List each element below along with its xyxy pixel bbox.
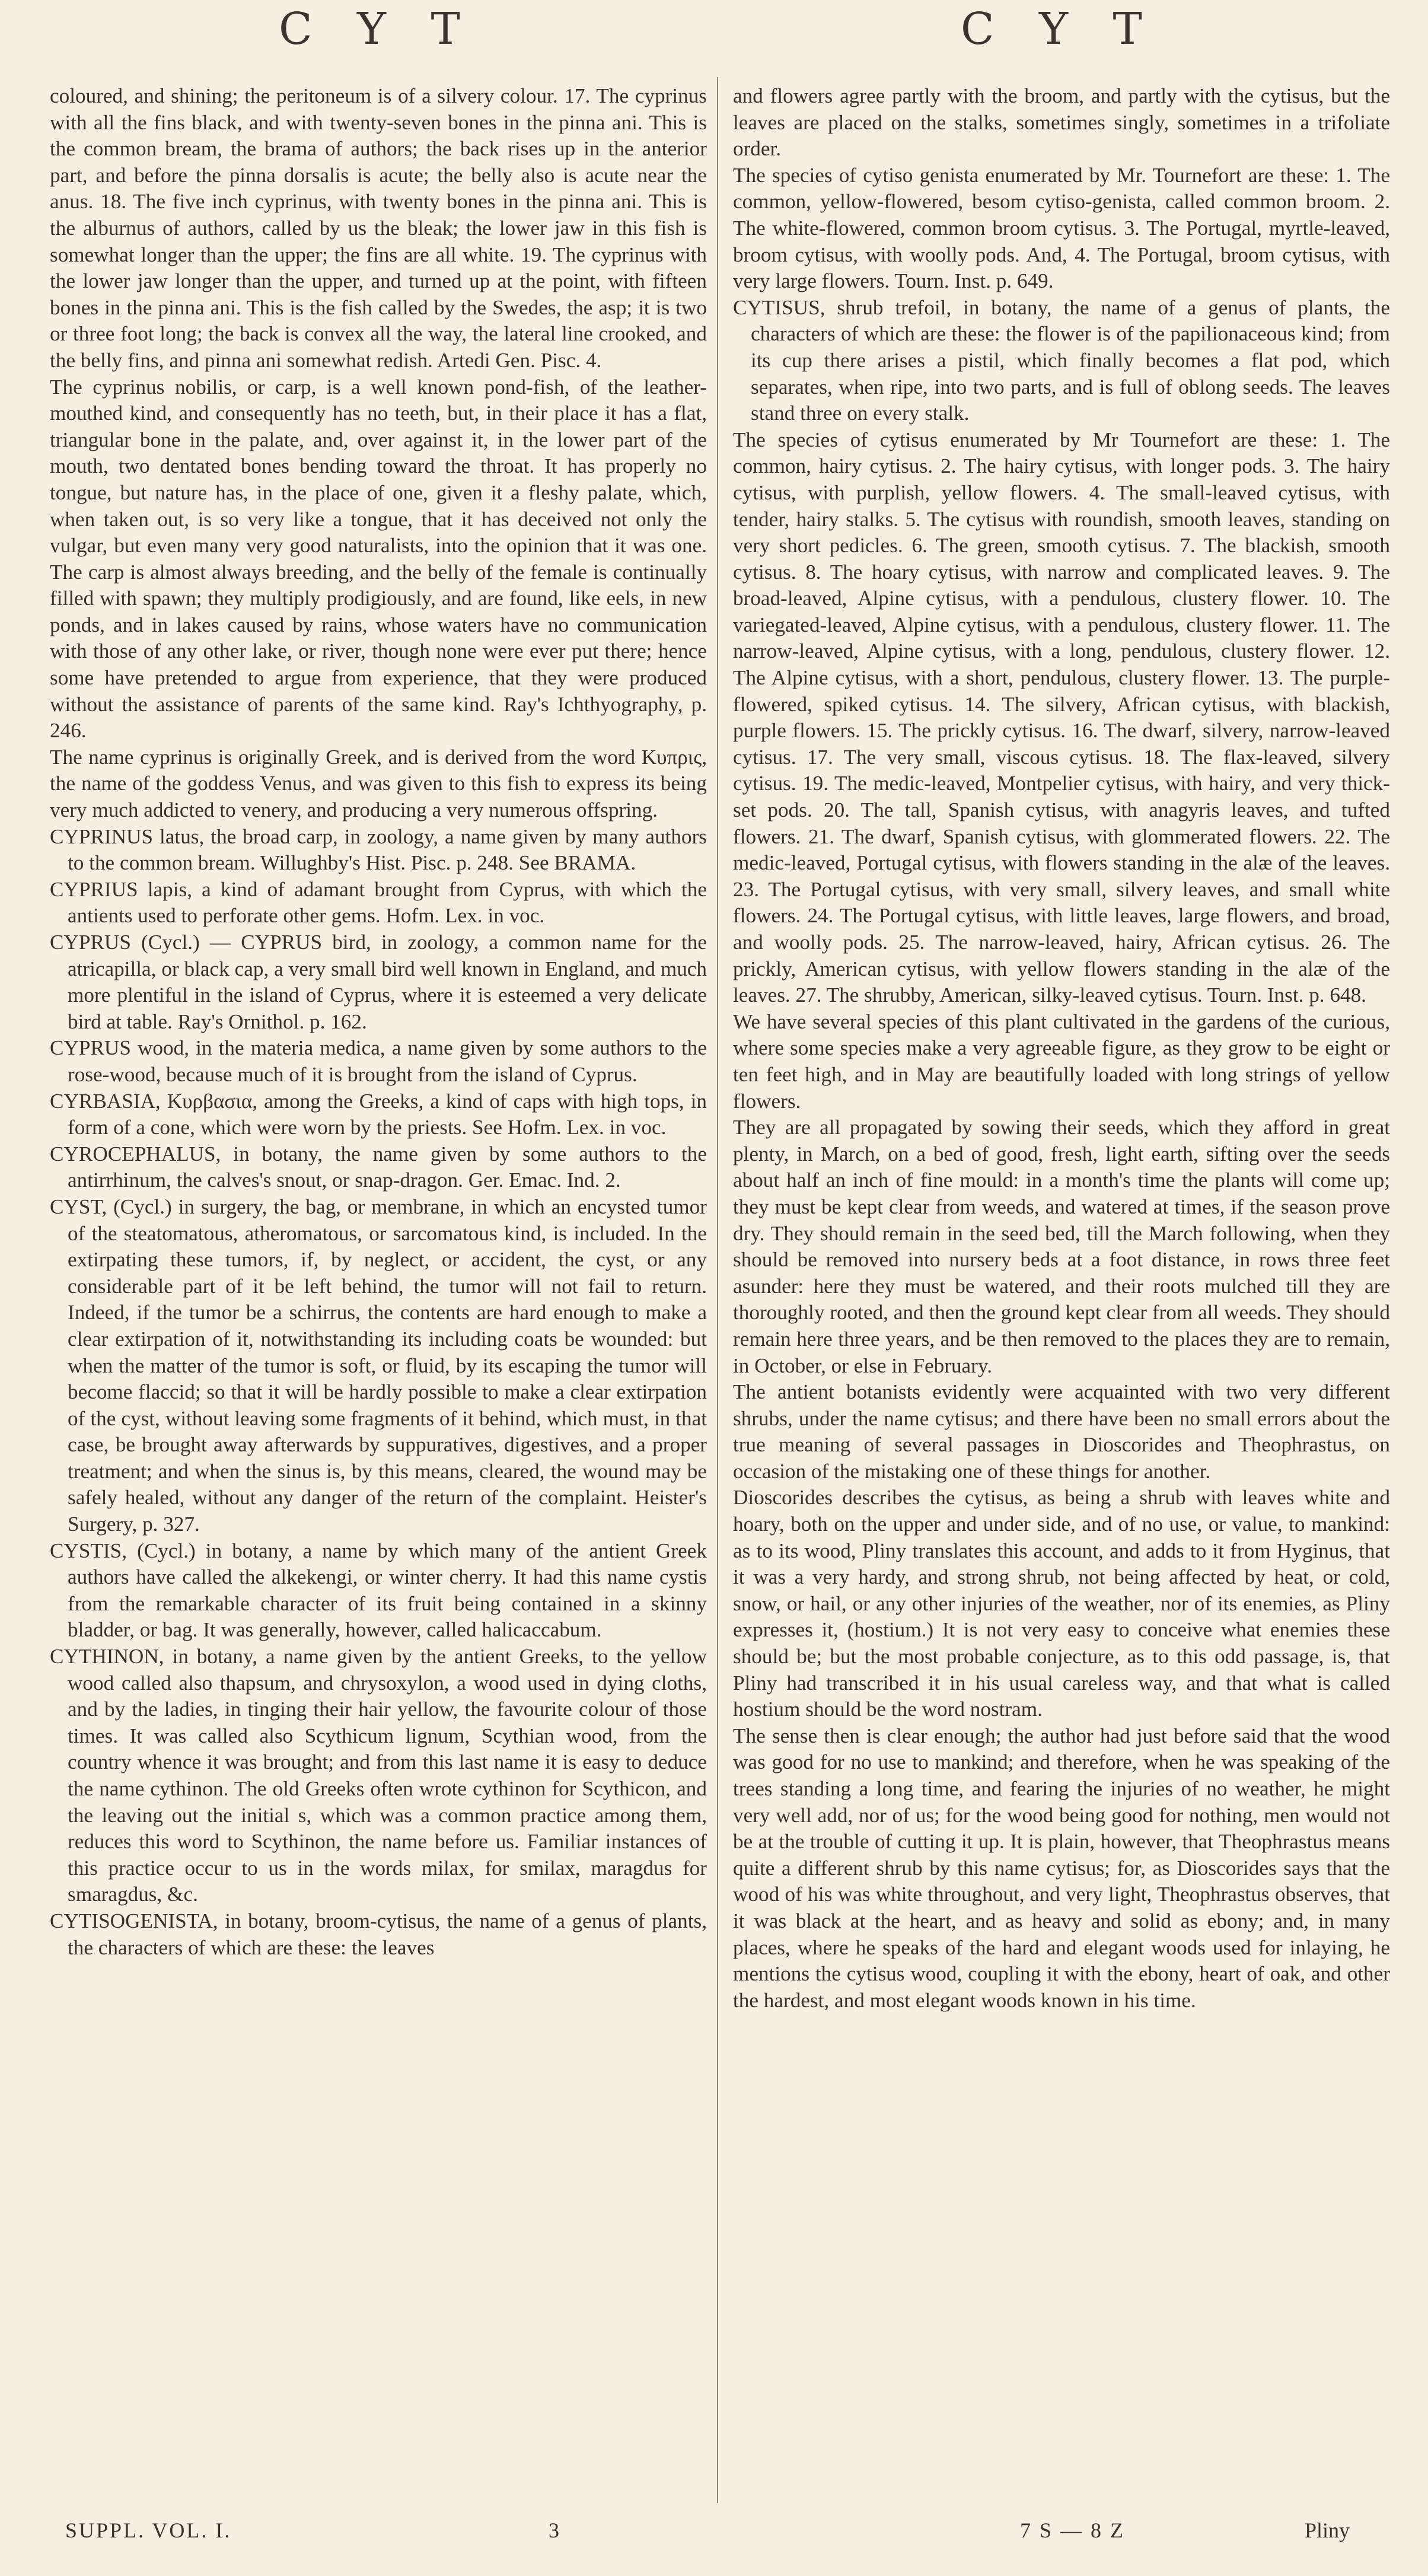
entry-cyprus: CYPRUS (Cycl.) — CYPRUS bird, in zoology, a common name for the atricapilla, or black cap, a very small bird well known in England, and much more plentiful in the island of Cyprus, where it is esteemed a very delicate bird at table. Ray's Ornithol. p. 162. — [50, 931, 707, 1033]
paragraph: coloured, and shining; the peritoneum is of a silvery colour. 17. The cyprinus with all the fins black, and with twenty-seven bones in the pinna ani. This is the common bream, the brama of authors; the back rises up in the anterior part, and before the pinna dorsalis is acute; the belly also is acute near the anus. 18. The five inch cyprinus, with twenty bones in the pinna ani. This is the alburnus of authors, called by us the bleak; the lower jaw in this fish is somewhat longer than the upper; the fins are all white. 19. The cyprinus with the lower jaw longer than the upper, and turned up at the point, with fifteen bones in the pinna ani. This is the fish called by the Swedes, the asp; it is two or three foot long; the back is convex all the way, the lateral line crooked, and the belly fins, and pinna ani somewhat redish. Artedi Gen. Pisc. 4. — [50, 84, 707, 372]
entry-cythinon: CYTHINON, in botany, a name given by the antient Greeks, to the yellow wood called also thapsum, and chrysoxylon, a wood used in dying cloths, and by the ladies, in tinging their hair yellow, the favourite colour of those times. It was called also Scythicum lignum, Scythian wood, from the country whence it was brought; and from this last name it is easy to deduce the name cythinon. The old Greeks often wrote cythinon for Scythicon, and the leaving out the initial s, which was a common practice among them, reduces this word to Scythinon, the name before us. Familiar instances of this practice occur to us in the words milax, for smilax, maragdus for smaragdus, &c. — [50, 1645, 707, 1906]
paragraph: The cyprinus nobilis, or carp, is a well known pond-fish, of the leather-mouthed kind, and consequently has no teeth, but, in their place it has a flat, triangular bone in the palate, and, over against it, in the lower part of the mouth, two dentated bones bending toward the throat. It has properly no tongue, but nature has, in the place of one, given it a fleshy palate, which, when taken out, is so very like a tongue, that it has deceived not only the vulgar, but even many very good naturalists, into the opinion that it was one. The carp is almost always breeding, and the belly of the female is continually filled with spawn; they multiply prodigiously, and are found, like eels, in new ponds, and in lakes caused by rains, whose waters have no communication with those of any other lake, or river, though none were ever put there; hence some have pretended to argue from experience, that they were produced without the assistance of parents of the same kind. Ray's Ichthyography, p. 246. — [50, 375, 707, 743]
paragraph: The sense then is clear enough; the author had just before said that the wood was good for no use to mankind; and therefore, when he was speaking of the trees standing a long time, and fearing the injuries of no weather, he might very well add, nor of us; for the wood being good for nothing, men would not be at the trouble of cutting it up. It is plain, however, that Theophrastus means quite a different shrub by this name cytisus; for, as Dioscorides says that the wood of his was white throughout, and very light, Theophrastus observes, that it was black at the heart, and as heavy and solid as ebony; and, in many places, where he speaks of the hard and elegant woods used for inlaying, he mentions the cytisus wood, coupling it with the ebony, heart of oak, and other the hardest, and most elegant woods known in his time. — [733, 1724, 1390, 2012]
volume-label: SUPPL. VOL. I. — [65, 2518, 232, 2542]
entry-cyprus-wood: CYPRUS wood, in the materia medica, a name given by some authors to the rose-wood, because much of it is brought from the island of Cyprus. — [50, 1036, 707, 1086]
entry-cyprinus-latus: CYPRINUS latus, the broad carp, in zoology, a name given by many authors to the common bream. Willughby's Hist. Pisc. p. 248. See BRAMA. — [50, 824, 707, 875]
column-divider — [717, 77, 718, 2503]
entry-cystis: CYSTIS, (Cycl.) in botany, a name by which many of the antient Greek authors have called the alkekengi, or winter cherry. It had this name cystis from the remarkable character of its fruit being contained in a skinny bladder, or bag. It was generally, however, called halicaccabum. — [50, 1539, 707, 1642]
entry-cyrocephalus: CYROCEPHALUS, in botany, the name given by some authors to the antirrhinum, the calves's snout, or snap-dragon. Ger. Emac. Ind. 2. — [50, 1142, 707, 1192]
signature-mark: 7 S — 8 Z — [1020, 2518, 1126, 2542]
entry-cytisogenista: CYTISOGENISTA, in botany, broom-cytisus, the name of a genus of plants, the characters of which are these: the leaves — [50, 1909, 707, 1959]
left-column — [50, 83, 707, 1961]
paragraph: The name cyprinus is originally Greek, and is derived from the word Κυπρις, the name of the goddess Venus, and was given to this fish to express its being very much addicted to venery, and producing a very numerous offspring. — [50, 745, 707, 822]
entry-cyprius: CYPRIUS lapis, a kind of adamant brought from Cyprus, with which the antients used to perforate other gems. Hofm. Lex. in voc. — [50, 877, 707, 928]
entry-cyst: CYST, (Cycl.) in surgery, the bag, or membrane, in which an encysted tumor of the steatomatous, atheromatous, or sarcomatous kind, is included. In the extirpating these tumors, if, by neglect, or accident, the cyst, or any considerable part of it be left behind, the tumor will not fail to return. Indeed, if the tumor be a schirrus, the contents are hard enough to make a clear extirpation of it, notwithstanding its including coats be wounded: but when the matter of the tumor is soft, or fluid, by its escaping the tumor will become flaccid; so that it will be hardly possible to make a clear extirpation of the cyst, without leaving some fragments of it behind, which must, in that case, be brought away afterwards by suppuratives, digestives, and a proper treatment; and when the sinus is, by this means, cleared, the wound may be safely healed, without any danger of the return of the complaint. Heister's Surgery, p. 327. — [50, 1195, 707, 1536]
paragraph: and flowers agree partly with the broom, and partly with the cytisus, but the leaves are placed on the stalks, sometimes singly, sometimes in a trifoliate order. — [733, 84, 1390, 161]
catchword: Pliny — [1305, 2518, 1350, 2542]
paragraph: The species of cytisus enumerated by Mr Tournefort are these: 1. The common, hairy cytisus. 2. The hairy cytisus, with longer pods. 3. The hairy cytisus, with purplish, yellow flowers. 4. The small-leaved cytisus, with tender, hairy stalks. 5. The cytisus with roundish, smooth leaves, standing on very short pedicles. 6. The green, smooth cytisus. 7. The blackish, smooth cytisus. 8. The hoary cytisus, with narrow and complicated leaves. 9. The broad-leaved, Alpine cytisus, with a pendulous, clustery flower. 10. The variegated-leaved, Alpine cytisus, with a pendulous, clustery flower. 11. The narrow-leaved, Alpine cytisus, with a long, pendulous, clustery flower. 12. The Alpine cytisus, with a short, pendulous, clustery flower. 13. The purple-flowered, spiked cytisus. 14. The silvery, African cytisus, with blackish, purple flowers. 15. The prickly cytisus. 16. The dwarf, silvery, narrow-leaved cytisus. 17. The very small, viscous cytisus. 18. The flax-leaved, silvery cytisus. 19. The medic-leaved, Montpelier cytisus, with hairy, and very thick-set pods. 20. The tall, Spanish cytisus, with anagyris leaves, and tufted flowers. 21. The dwarf, Spanish cytisus, with glommerated flowers. 22. The medic-leaved, Portugal cytisus, with flowers standing in the alæ of the leaves. 23. The Portugal cytisus, with very small, silvery leaves, and small white flowers. 24. The Portugal cytisus, with little leaves, large flowers, and broad, and woolly pods. 25. The narrow-leaved, hairy, African cytisus. 26. The prickly, American cytisus, with yellow flowers standing in the alæ of the leaves. 27. The shrubby, American, silky-leaved cytisus. Tourn. Inst. p. 648. — [733, 428, 1390, 1007]
page-mark: 3 — [549, 2518, 561, 2542]
running-head-left: C Y T — [279, 4, 476, 55]
paragraph: We have several species of this plant cultivated in the gardens of the curious, where some species make a very agreeable figure, as they grow to be eight or ten feet high, and in May are beautifully loaded with long strings of yellow flowers. — [733, 1010, 1390, 1113]
entry-cytisus: CYTISUS, shrub trefoil, in botany, the name of a genus of plants, the characters of which are these: the flower is of the papilionaceous kind; from its cup there arises a pistil, which finally becomes a flat pod, which separates, when ripe, into two parts, and is full of oblong seeds. The leaves stand three on every stalk. — [733, 295, 1390, 425]
right-column — [733, 83, 1390, 2014]
paragraph: They are all propagated by sowing their seeds, which they afford in great plenty, in March, on a bed of good, fresh, light earth, sifting over the seeds about half an inch of fine mould: in a month's time the plants will come up; they must be kept clear from weeds, and watered at times, if the season prove dry. They should remain in the seed bed, till the March following, when they should be removed into nursery beds at a foot distance, in rows three feet asunder: here they must be watered, and their roots mulched till they are thoroughly rooted, and then the ground kept clear from all weeds. They should remain here three years, and be then removed to the places they are to remain, in October, or else in February. — [733, 1116, 1390, 1377]
paragraph: The species of cytiso genista enumerated by Mr. Tournefort are these: 1. The common, yellow-flowered, besom cytiso-genista, called common broom. 2. The white-flowered, common broom cytisus. 3. The Portugal, myrtle-leaved, broom cytisus, with woolly pods. And, 4. The Portugal, broom cytisus, with very large flowers. Tourn. Inst. p. 649. — [733, 163, 1390, 293]
entry-cyrbasia: CYRBASIA, Κυρβασια, among the Greeks, a kind of caps with high tops, in form of a cone, which were worn by the priests. See Hofm. Lex. in voc. — [50, 1089, 707, 1139]
paragraph: Dioscorides describes the cytisus, as being a shrub with leaves white and hoary, both on the upper and under side, and of no use, or value, to mankind: as to its wood, Pliny translates this account, and adds to it from Hyginus, that it was a very hardy, and strong shrub, not being affected by heat, or cold, snow, or hail, or any other injuries of the weather, nor of its enemies, as Pliny expresses it, (hostium.) It is not very easy to conceive what enemies these should be; but the most probable conjecture, as to this odd passage, is, that Pliny had transcribed it in his usual careless way, and that what is called hostium should be the word nostram. — [733, 1486, 1390, 1721]
paragraph: The antient botanists evidently were acquainted with two very different shrubs, under the name cytisus; and there have been no small errors about the true meaning of several passages in Dioscorides and Theophrastus, on occasion of the mistaking one of these things for another. — [733, 1380, 1390, 1483]
running-head-right: C Y T — [961, 4, 1158, 55]
